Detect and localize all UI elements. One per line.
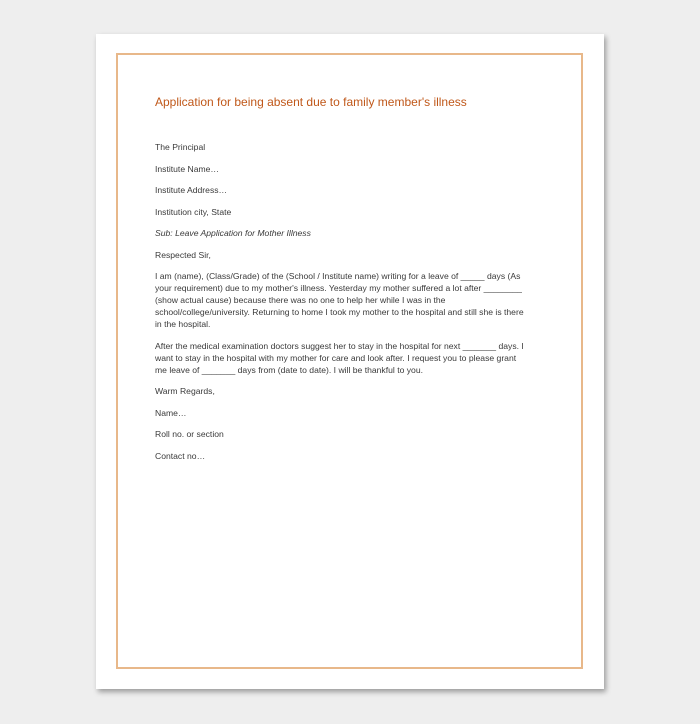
institute-address-line: Institute Address… <box>155 185 228 195</box>
recipient-line: The Principal <box>155 142 206 152</box>
signature-name-line: Name… <box>155 407 187 418</box>
body-paragraph-1: I am (name), (Class/Grade) of the (School / Institute name) writing for a leave of _____ days (As your requirement) due to my mother's illness. Yesterday my mother suffered a lot after ________ (show actual cause) because there was no one to help her while I was in the school/college/university. Returning to home I took my mother to the hospital and still she is there in the hospital. <box>155 271 524 329</box>
contact-line: Contact no… <box>155 450 206 461</box>
salutation-line: Respected Sir, <box>155 249 211 260</box>
institute-city-line: Institution city, State <box>155 206 232 217</box>
letter-content <box>155 95 530 471</box>
body-paragraph-2: After the medical examination doctors suggest her to stay in the hospital for next _______ days. I want to stay in the hospital with my mother for care and look after. I request you to please grant me leave of _______ days from (date to date). I will be thankful to you. <box>155 340 524 375</box>
subject-line: Sub: Leave Application for Mother Illness <box>155 228 311 238</box>
roll-number-line: Roll no. or section <box>155 429 224 439</box>
document-page <box>96 34 604 689</box>
institute-name-line: Institute Name… <box>155 163 219 174</box>
letter-title: Application for being absent due to family member's illness <box>155 95 467 109</box>
closing-line: Warm Regards, <box>155 386 215 396</box>
